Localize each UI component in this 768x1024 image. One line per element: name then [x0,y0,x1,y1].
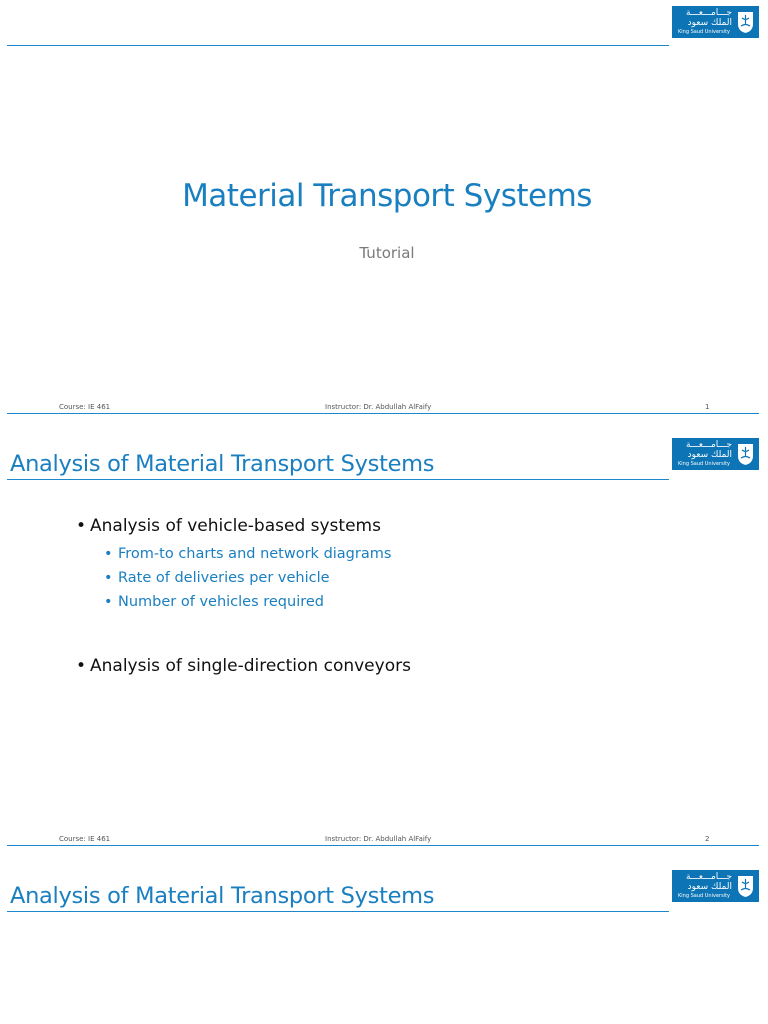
sub-bullet-item: • Number of vehicles required [104,594,325,610]
university-emblem-icon [736,10,755,34]
bullet-dot: • [76,516,87,536]
bullet-dot: • [104,594,113,610]
footer-instructor: Instructor: Dr. Abdullah AlFaify [325,403,432,411]
sub-bullet-item: • Rate of deliveries per vehicle [104,570,330,586]
footer-instructor: Instructor: Dr. Abdullah AlFaify [325,835,432,843]
slide-title: Material Transport Systems [182,178,592,214]
page-number: 2 [705,835,710,843]
university-logo [672,438,759,470]
logo-arabic-text: جـــامـــعـــة الملك سعود [685,440,732,460]
slide-title: Analysis of Material Transport Systems [10,451,435,477]
university-emblem-icon [736,442,755,466]
bullet-item: • Analysis of single-direction conveyors [76,656,411,676]
bullet-dot: • [104,570,113,586]
sub-bullet-item: • From-to charts and network diagrams [104,546,392,562]
logo-arabic-text: جـــامـــعـــة الملك سعود [685,8,732,28]
footer-course: Course: IE 461 [59,835,111,843]
logo-english-text: King Saud University [678,461,730,467]
footer-course: Course: IE 461 [59,403,111,411]
logo-english-text: King Saud University [678,893,730,899]
page-number: 1 [705,403,710,411]
title-rule [7,911,669,912]
slide-3 [0,864,768,1024]
slide-title: Analysis of Material Transport Systems [10,883,435,909]
bullet-dot: • [104,546,113,562]
header-rule [7,45,669,46]
bullet-dot: • [76,656,87,676]
logo-arabic-text: جـــامـــعـــة الملك سعود [685,872,732,892]
slide-1 [0,0,768,415]
university-logo [672,6,759,38]
slide-2 [0,432,768,847]
slide-subtitle: Tutorial [359,244,415,262]
university-logo [672,870,759,902]
footer-rule [7,845,759,846]
bullet-item: • Analysis of vehicle-based systems [76,516,381,536]
title-rule [7,479,669,480]
university-emblem-icon [736,874,755,898]
footer-rule [7,413,759,414]
logo-english-text: King Saud University [678,29,730,35]
